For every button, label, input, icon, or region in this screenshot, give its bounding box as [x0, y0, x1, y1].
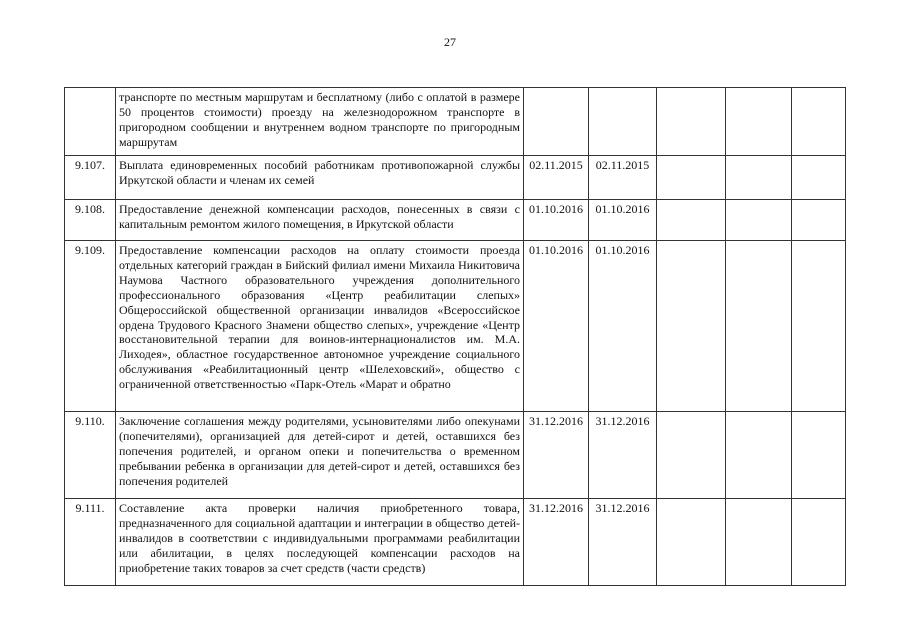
- row-number: 9.107.: [65, 156, 116, 200]
- empty-cell: [657, 88, 726, 156]
- empty-cell: [657, 156, 726, 200]
- empty-cell: [792, 412, 846, 499]
- service-description: Предоставление денежной компенсации расходов, понесенных в связи с капитальным ремонтом жилого помещения, в Иркутской области: [116, 200, 524, 241]
- service-description: Составление акта проверки наличия приобретенного товара, предназначенного для социальной адаптации и интеграции в общество детей-инвалидов в соответствии с индивидуальными программами реабилитации или абилитации, в целях последующей компенсации расходов на приобретение таких товаров за счет средств (части средств): [116, 499, 524, 586]
- date-end: 31.12.2016: [589, 412, 657, 499]
- date-end: 02.11.2015: [589, 156, 657, 200]
- table-row: [65, 156, 846, 200]
- service-description: транспорте по местным маршрутам и бесплатному (либо с оплатой в размере 50 процентов стоимости) проезду на железнодорожном транспорте в пригородном сообщении и внутреннем водном транспорте по пригородным маршрутам: [116, 88, 524, 156]
- date-start: [524, 88, 589, 156]
- empty-cell: [726, 499, 792, 586]
- empty-cell: [657, 412, 726, 499]
- empty-cell: [726, 88, 792, 156]
- registry-table: [64, 87, 846, 586]
- page-number: 27: [444, 35, 456, 49]
- row-number: 9.109.: [65, 241, 116, 412]
- date-end: [589, 88, 657, 156]
- row-number: 9.108.: [65, 200, 116, 241]
- date-start: 01.10.2016: [524, 200, 589, 241]
- date-end: 31.12.2016: [589, 499, 657, 586]
- date-start: 01.10.2016: [524, 241, 589, 412]
- date-start: 31.12.2016: [524, 412, 589, 499]
- table-row: [65, 241, 846, 412]
- empty-cell: [726, 412, 792, 499]
- empty-cell: [792, 200, 846, 241]
- date-start: 31.12.2016: [524, 499, 589, 586]
- table-row: [65, 88, 846, 156]
- empty-cell: [657, 241, 726, 412]
- empty-cell: [792, 156, 846, 200]
- table-row: [65, 499, 846, 586]
- row-number: [65, 88, 116, 156]
- row-number: 9.111.: [65, 499, 116, 586]
- service-description: Выплата единовременных пособий работникам противопожарной службы Иркутской области и членам их семей: [116, 156, 524, 200]
- table-row: [65, 412, 846, 499]
- empty-cell: [726, 156, 792, 200]
- empty-cell: [657, 499, 726, 586]
- row-number: 9.110.: [65, 412, 116, 499]
- service-description: Предоставление компенсации расходов на оплату стоимости проезда отдельных категорий граждан в Бийский филиал имени Михаила Никитовича Наумова Частного образовательного учреждения дополнительного профессионального образования «Центр реабилитации слепых» Общероссийской общественной организации инвалидов «Всероссийское ордена Трудового Красного Знамени общество слепых», учреждение «Центр восстановительной терапии для воинов-интернационалистов им. М.А. Лиходея», областное государственное автономное учреждение социального обслуживания «Реабилитационный центр «Шелеховский», общество с ограниченной ответственностью «Парк-Отель «Марат и обратно: [116, 241, 524, 412]
- empty-cell: [726, 241, 792, 412]
- date-start: 02.11.2015: [524, 156, 589, 200]
- empty-cell: [657, 200, 726, 241]
- service-description: Заключение соглашения между родителями, усыновителями либо опекунами (попечителями), организацией для детей-сирот и детей, оставшихся без попечения родителей, и органом опеки и попечительства о временном пребывании ребенка в организации для детей-сирот и детей, оставшихся без попечения родителей: [116, 412, 524, 499]
- empty-cell: [792, 88, 846, 156]
- date-end: 01.10.2016: [589, 241, 657, 412]
- empty-cell: [792, 499, 846, 586]
- empty-cell: [792, 241, 846, 412]
- date-end: 01.10.2016: [589, 200, 657, 241]
- empty-cell: [726, 200, 792, 241]
- table-row: [65, 200, 846, 241]
